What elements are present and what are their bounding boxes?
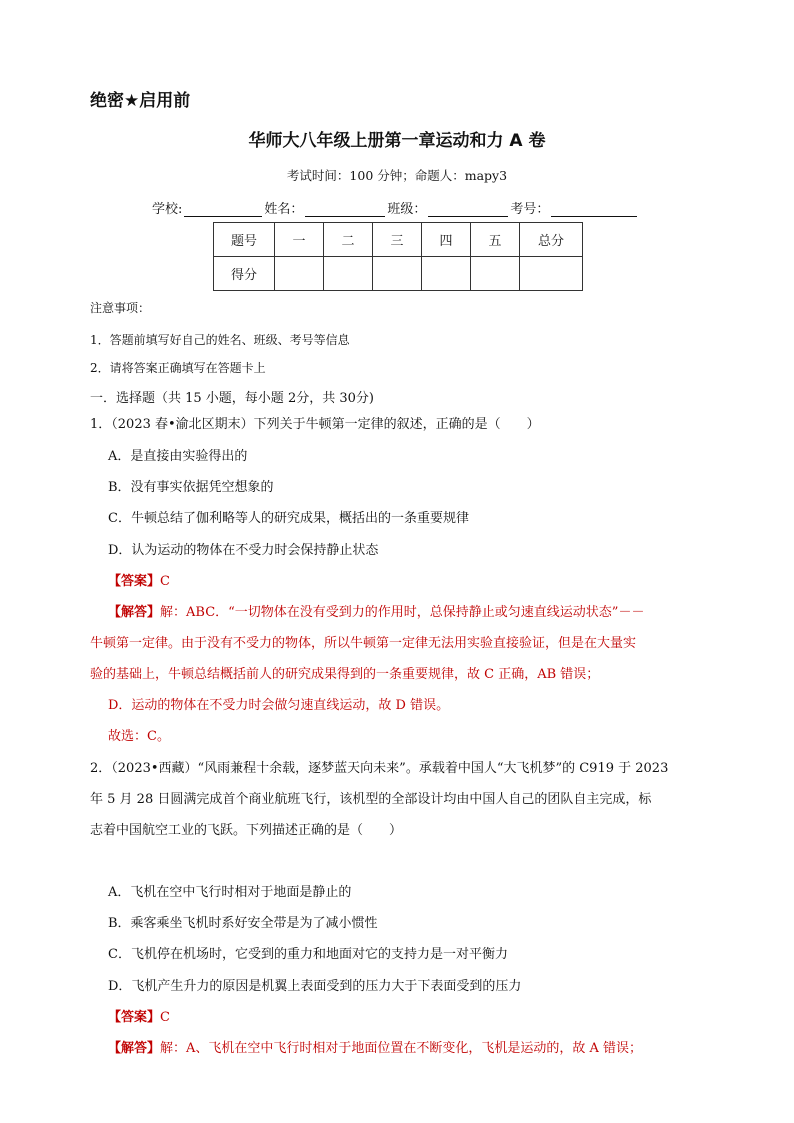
page-title: 华师大八年级上册第一章运动和力 A 卷: [248, 131, 546, 151]
score-table: [213, 222, 583, 291]
q2-option-d: D．飞机产生升力的原因是机翼上表面受到的压力大于下表面受到的压力: [108, 979, 522, 994]
q2-option-b: B．乘客乘坐飞机时系好安全带是为了减小惯性: [108, 916, 378, 931]
score-header-cell: 一: [275, 223, 324, 257]
q2-stem-line: 2．（2023•西藏）“风雨兼程十余载，逐梦蓝天向未来”。承载着中国人“大飞机梦”的 C919 于 2023: [90, 761, 669, 776]
score-header-cell: 三: [373, 223, 422, 257]
answer-value: C: [160, 574, 170, 589]
answer-value: C: [160, 1010, 170, 1025]
notes-title: 注意事项：: [90, 301, 151, 315]
analysis-text: 解：ABC．“一切物体在没有受到力的作用时，总保持静止或匀速直线运动状态”－－: [160, 605, 645, 620]
exam-subtitle: 考试时间：100 分钟；命题人：mapy3: [286, 168, 508, 183]
q1-analysis-line: 牛顿第一定律。由于没有不受力的物体，所以牛顿第一定律无法用实验直接验证，但是在大量实: [90, 636, 637, 651]
q2-option-a: A．飞机在空中飞行时相对于地面是静止的: [108, 885, 352, 900]
q2-answer: [108, 1006, 170, 1025]
score-table-header-row: [214, 223, 583, 257]
analysis-text: 解：A、飞机在空中飞行时相对于地面位置在不断变化，飞机是运动的，故 A 错误；: [160, 1041, 643, 1056]
analysis-label: 【解答】: [108, 605, 161, 620]
q1-option-c: C．牛顿总结了伽利略等人的研究成果，概括出的一条重要规律: [108, 511, 469, 526]
score-cell[interactable]: [373, 257, 422, 291]
score-cell[interactable]: [324, 257, 373, 291]
analysis-label: 【解答】: [108, 1041, 161, 1056]
q1-analysis-line: 验的基础上，牛顿总结概括前人的研究成果得到的一条重要规律，故 C 正确，AB 错误；: [90, 667, 600, 682]
answer-label: 【答案】: [108, 1010, 161, 1025]
exam-no-blank[interactable]: [551, 203, 637, 217]
q1-option-a: A．是直接由实验得出的: [108, 449, 248, 464]
score-cell[interactable]: [520, 257, 583, 291]
school-blank[interactable]: [184, 203, 262, 217]
score-cell[interactable]: [275, 257, 324, 291]
confidential-label: 绝密★启用前: [90, 91, 191, 111]
name-blank[interactable]: [305, 203, 385, 217]
score-header-cell: 二: [324, 223, 373, 257]
answer-label: 【答案】: [108, 574, 161, 589]
q2-analysis-line: [108, 1037, 642, 1056]
school-label: 学校:: [152, 202, 183, 217]
note-item: 2．请将答案正确填写在答题卡上: [90, 361, 266, 375]
q1-option-d: D．认为运动的物体在不受力时会保持静止状态: [108, 543, 379, 558]
class-blank[interactable]: [428, 203, 508, 217]
q1-analysis-line: D．运动的物体在不受力时会做匀速直线运动，故 D 错误。: [108, 698, 450, 713]
student-info-line: [152, 198, 639, 217]
q1-conclusion: 故选：C。: [108, 729, 170, 744]
q2-option-c: C．飞机停在机场时，它受到的重力和地面对它的支持力是一对平衡力: [108, 947, 508, 962]
score-header-cell: 总分: [520, 223, 583, 257]
score-header-cell: 四: [422, 223, 471, 257]
exam-no-label: 考号：: [510, 202, 550, 217]
q1-option-b: B．没有事实依据凭空想象的: [108, 480, 274, 495]
note-item: 1．答题前填写好自己的姓名、班级、考号等信息: [90, 333, 350, 347]
q2-stem-line: 年 5 月 28 日圆满完成首个商业航班飞行，该机型的全部设计均由中国人自己的团队自主完成，标: [90, 792, 652, 807]
q2-stem-line: 志着中国航空工业的飞跃。下列描述正确的是（ ）: [90, 823, 403, 838]
score-row-label: 得分: [214, 257, 275, 291]
q1-answer: [108, 570, 170, 589]
q1-analysis-line: [108, 601, 644, 620]
score-table-score-row: [214, 257, 583, 291]
score-cell[interactable]: [471, 257, 520, 291]
score-cell[interactable]: [422, 257, 471, 291]
name-label: 姓名：: [264, 202, 304, 217]
class-label: 班级：: [387, 202, 427, 217]
q1-stem: 1．（2023 春•渝北区期末）下列关于牛顿第一定律的叙述，正确的是（ ）: [90, 417, 540, 432]
score-header-cell: 五: [471, 223, 520, 257]
score-header-cell: 题号: [214, 223, 275, 257]
section-heading: 一．选择题（共 15 小题，每小题 2分，共 30分): [90, 391, 374, 406]
